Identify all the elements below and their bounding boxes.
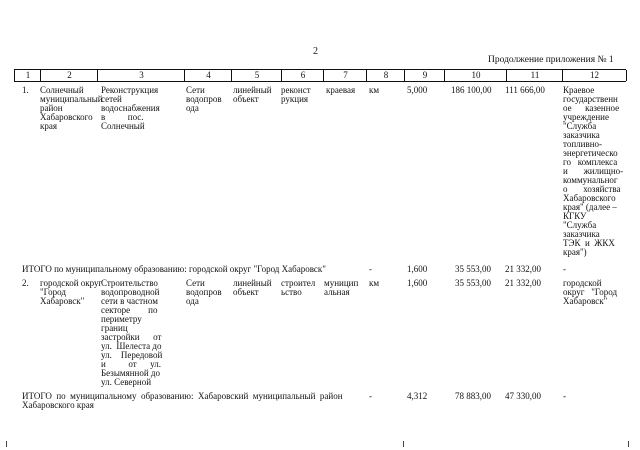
total2-col8: - (369, 391, 372, 401)
header-col-5: 5 (231, 70, 282, 81)
total2-col9: 4,312 (407, 391, 428, 401)
row1-col2-line: края (40, 121, 58, 131)
row1-col12-line: о хозяйства (563, 184, 621, 194)
row1-col8: км (369, 85, 380, 95)
row2-col12-line: Хабаровск" (563, 296, 608, 306)
row2-col5-line: линейный (233, 278, 272, 288)
header-col-4: 4 (184, 70, 232, 81)
row1-col11: 111 666,00 (505, 85, 545, 95)
row2-col2-line: Хабаровск" (40, 296, 85, 306)
row2-col3-line: границ (101, 323, 128, 333)
header-col-10: 10 (444, 70, 507, 81)
row1-col4-line: Сети (186, 85, 205, 95)
row2-col4-line: ода (186, 296, 199, 306)
row1-col10: 186 100,00 (451, 85, 492, 95)
row2-col3-line: Безымянной до (101, 368, 160, 378)
row2-col4-line: Сети (186, 278, 205, 288)
row1-col12-line: края" (далее – (563, 202, 617, 212)
total2-col10: 78 883,00 (455, 391, 491, 401)
row2-col6-line: строител (281, 278, 316, 288)
row2-col6-line: ьство (281, 287, 302, 297)
header-col-12: 12 (562, 70, 627, 81)
row1-col9: 5,000 (407, 85, 428, 95)
row1-col12-line: го комплекса (563, 157, 618, 167)
row1-col5-line: объект (233, 94, 259, 104)
row1-col6-line: реконст (281, 85, 311, 95)
total1-col9: 1,600 (407, 264, 428, 274)
total2-label-line1: ИТОГО по муниципальному образованию: Хабаровский муниципальный район (22, 391, 343, 401)
header-col-9: 9 (404, 70, 445, 81)
header-col-8: 8 (366, 70, 405, 81)
row1-col3-line: Реконструкция (101, 85, 159, 95)
row1-col12-line: ое казенное (563, 103, 620, 113)
row1-col2-line: район (40, 103, 63, 113)
row1-col5-line: линейный (233, 85, 272, 95)
row1-num: 1. (22, 85, 29, 95)
row2-col3-line: сети в частном (101, 296, 158, 306)
row1-col3-line: водоснабжения (101, 103, 160, 113)
row2-col10: 35 553,00 (455, 278, 491, 288)
row2-col3-line: ул. Передовой (101, 350, 163, 360)
row1-col12-line: учреждение (563, 112, 609, 122)
total2-label-line2: Хабаровского края (22, 400, 94, 410)
row1-col12-line: КГКУ (563, 211, 587, 221)
header-col-6: 6 (281, 70, 324, 81)
row2-col11: 21 332,00 (505, 278, 541, 288)
row2-col3-line: секторе по (101, 305, 158, 315)
row1-col12-line: энергетическо (563, 148, 618, 158)
total1-col12: - (563, 264, 566, 274)
row1-col12-line: "Служба (563, 220, 597, 230)
row2-col3-line: застройки от (101, 332, 162, 342)
row2-col4-line: водопров (186, 287, 222, 297)
row1-col12-line: заказчика (563, 229, 600, 239)
row2-col3-line: и от ул. (101, 359, 161, 369)
row1-col3-line: в пос. (101, 112, 144, 122)
row1-col2-line: муниципальный (40, 94, 103, 104)
row2-col2-line: городской округ (40, 278, 103, 288)
row2-col5-line: объект (233, 287, 259, 297)
row1-col12-line: топливно- (563, 139, 603, 149)
row1-col4-line: ода (186, 103, 199, 113)
row1-col12-line: Краевое (563, 85, 595, 95)
row1-col3-line: сетей (101, 94, 122, 104)
row2-col3-line: ул. Шелеста до (101, 341, 162, 351)
row1-col12-line: края") (563, 247, 587, 257)
row2-col3-line: периметру (101, 314, 142, 324)
total2-col11: 47 330,00 (505, 391, 541, 401)
header-col-2: 2 (40, 70, 98, 81)
row2-col3-line: Строительство (101, 278, 158, 288)
row1-col12-line: заказчика (563, 130, 600, 140)
header-col-7: 7 (323, 70, 367, 81)
table-header-row (14, 69, 626, 82)
scan-mark (628, 441, 629, 447)
row1-col6-line: рукция (281, 94, 309, 104)
row2-col7-line: альная (324, 287, 350, 297)
header-col-1: 1 (14, 70, 41, 81)
row2-col3-line: водопроводной (101, 287, 160, 297)
row2-col3-line: ул. Северной (101, 377, 152, 387)
row2-col12-line: округ "Город (563, 287, 618, 297)
row2-col2-line: "Город (40, 287, 66, 297)
total1-col10: 35 553,00 (455, 264, 491, 274)
row2-col9: 1,600 (407, 278, 428, 288)
row1-col4-line: водопров (186, 94, 222, 104)
total1-col11: 21 332,00 (505, 264, 541, 274)
scan-mark (403, 441, 404, 447)
row1-col3-line: Солнечный (101, 121, 145, 131)
header-col-3: 3 (97, 70, 185, 81)
row1-col12-line: государственн (563, 94, 618, 104)
row2-col8: км (369, 278, 380, 288)
row1-col12-line: "Служба (563, 121, 597, 131)
total1-col8: - (369, 264, 372, 274)
total1-label: ИТОГО по муниципальному образованию: городской округ "Город Хабаровск" (22, 264, 326, 274)
row1-col12-line: ТЭК и ЖКХ (563, 238, 615, 248)
header-col-11: 11 (506, 70, 563, 81)
row1-col2-line: Солнечный (40, 85, 84, 95)
row1-col12-line: и жилищно- (563, 166, 624, 176)
row1-col12-line: Хабаровского (563, 193, 616, 203)
row2-col12-line: городской (563, 278, 602, 288)
page-number: 2 (313, 46, 318, 57)
total2-col12: - (563, 391, 566, 401)
row1-col12-line: коммунальног (563, 175, 618, 185)
row2-col7-line: муницип (324, 278, 359, 288)
row1-col7: краевая (326, 85, 356, 95)
row2-num: 2. (22, 278, 29, 288)
scan-mark (6, 441, 7, 447)
row1-col2-line: Хабаровского (40, 112, 93, 122)
continuation-caption: Продолжение приложения № 1 (488, 55, 614, 65)
